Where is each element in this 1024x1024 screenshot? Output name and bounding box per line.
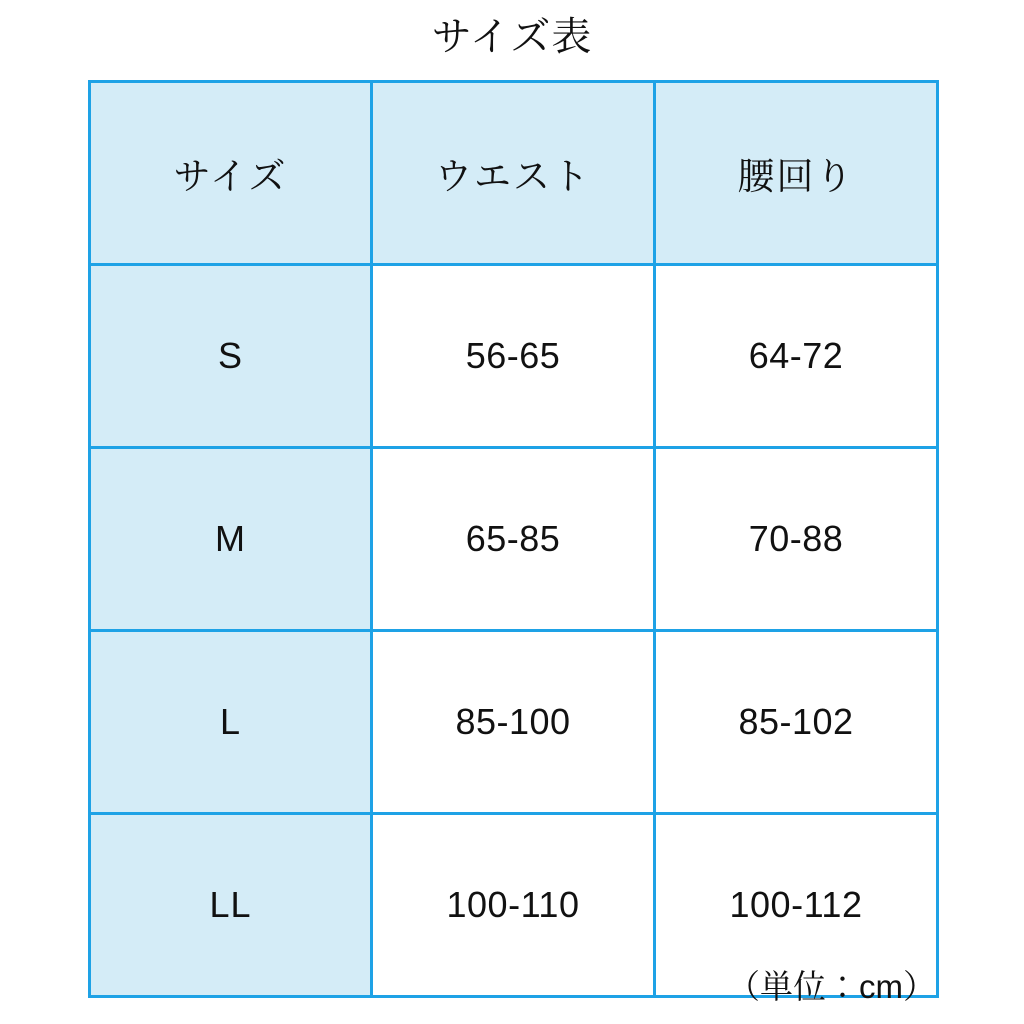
cell-size: S (90, 265, 372, 448)
cell-hip: 64-72 (655, 265, 938, 448)
table-body (90, 265, 938, 997)
table-row (90, 448, 938, 631)
table-row (90, 631, 938, 814)
column-header-size: サイズ (90, 82, 372, 265)
column-header-hip: 腰回り (655, 82, 938, 265)
table-row (90, 265, 938, 448)
unit-note: （単位：cm） (727, 968, 936, 1005)
size-table-container (88, 80, 936, 998)
column-header-waist: ウエスト (372, 82, 655, 265)
page-title: サイズ表 (431, 15, 593, 59)
table-header (90, 82, 938, 265)
cell-hip: 70-88 (655, 448, 938, 631)
cell-waist: 65-85 (372, 448, 655, 631)
cell-size: LL (90, 814, 372, 997)
cell-hip: 85-102 (655, 631, 938, 814)
cell-size: L (90, 631, 372, 814)
size-table (88, 80, 939, 998)
cell-hip: 100-112 (655, 814, 938, 997)
cell-waist: 85-100 (372, 631, 655, 814)
cell-waist: 100-110 (372, 814, 655, 997)
cell-waist: 56-65 (372, 265, 655, 448)
cell-size: M (90, 448, 372, 631)
table-header-row (90, 82, 938, 265)
